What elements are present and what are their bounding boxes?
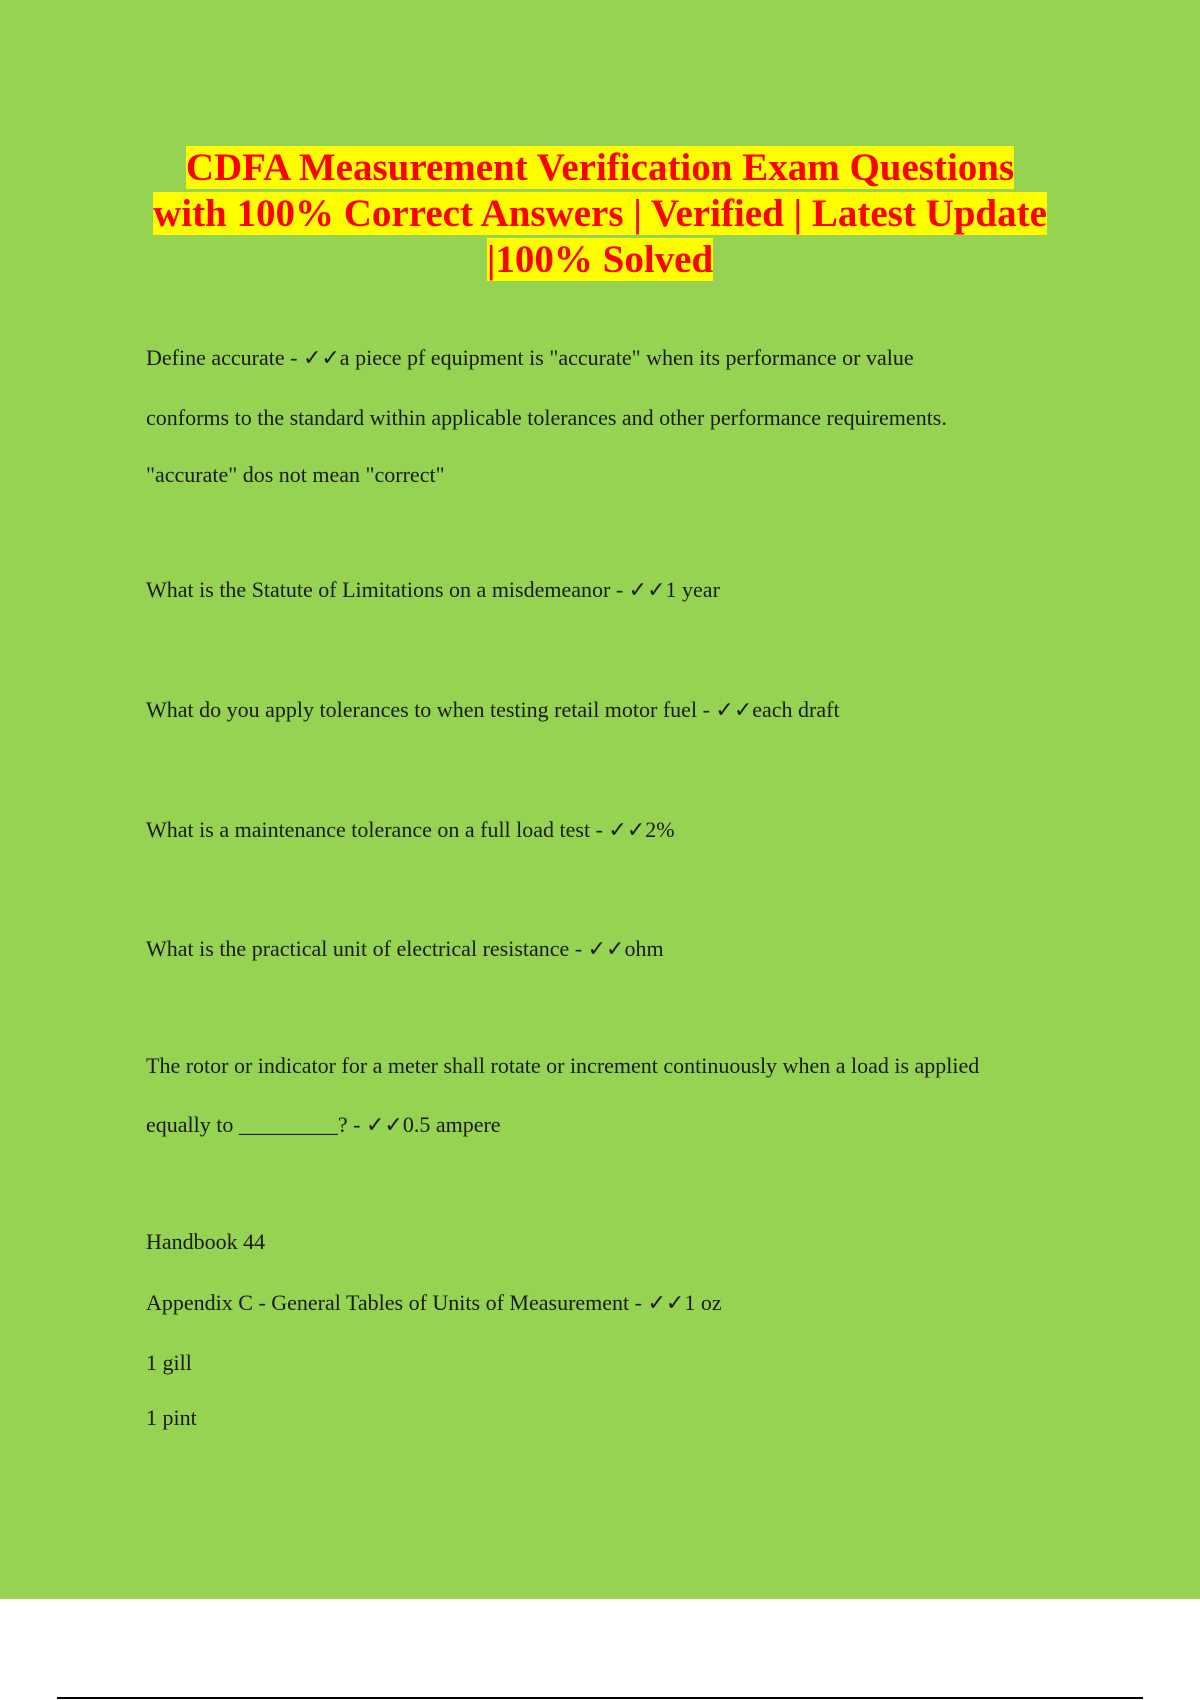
qa-item-accurate-line: conforms to the standard within applicable tolerances and other performance requirements. [146, 405, 947, 430]
qa-item-tolerances: What do you apply tolerances to when testing retail motor fuel - ✓✓each draft [146, 697, 840, 722]
qa-item-statute: What is the Statute of Limitations on a misdemeanor - ✓✓1 year [146, 577, 720, 602]
title-line: |100% Solved [486, 238, 714, 281]
title-line: with 100% Correct Answers | Verified | Latest Update [153, 192, 1047, 235]
qa-item-handbook-line: Handbook 44 [146, 1229, 266, 1254]
qa-item-maintenance: What is a maintenance tolerance on a full load test - ✓✓2% [146, 817, 675, 842]
qa-item-accurate-line: Define accurate - ✓✓a piece pf equipment is "accurate" when its performance or value [146, 345, 914, 370]
document-title [0, 145, 1200, 283]
qa-item-rotor-line: The rotor or indicator for a meter shall rotate or increment continuously when a load is applied [146, 1053, 980, 1078]
qa-item-handbook-line: 1 pint [146, 1405, 197, 1430]
footer-divider [57, 1697, 1143, 1699]
title-line: CDFA Measurement Verification Exam Questions [185, 146, 1015, 189]
qa-item-rotor-line: equally to _________? - ✓✓0.5 ampere [146, 1112, 501, 1137]
qa-item-handbook-line: 1 gill [146, 1350, 192, 1375]
qa-item-accurate-line: "accurate" dos not mean "correct" [146, 462, 445, 487]
qa-item-resistance: What is the practical unit of electrical resistance - ✓✓ohm [146, 936, 664, 961]
qa-item-handbook-line: Appendix C - General Tables of Units of Measurement - ✓✓1 oz [146, 1290, 722, 1315]
